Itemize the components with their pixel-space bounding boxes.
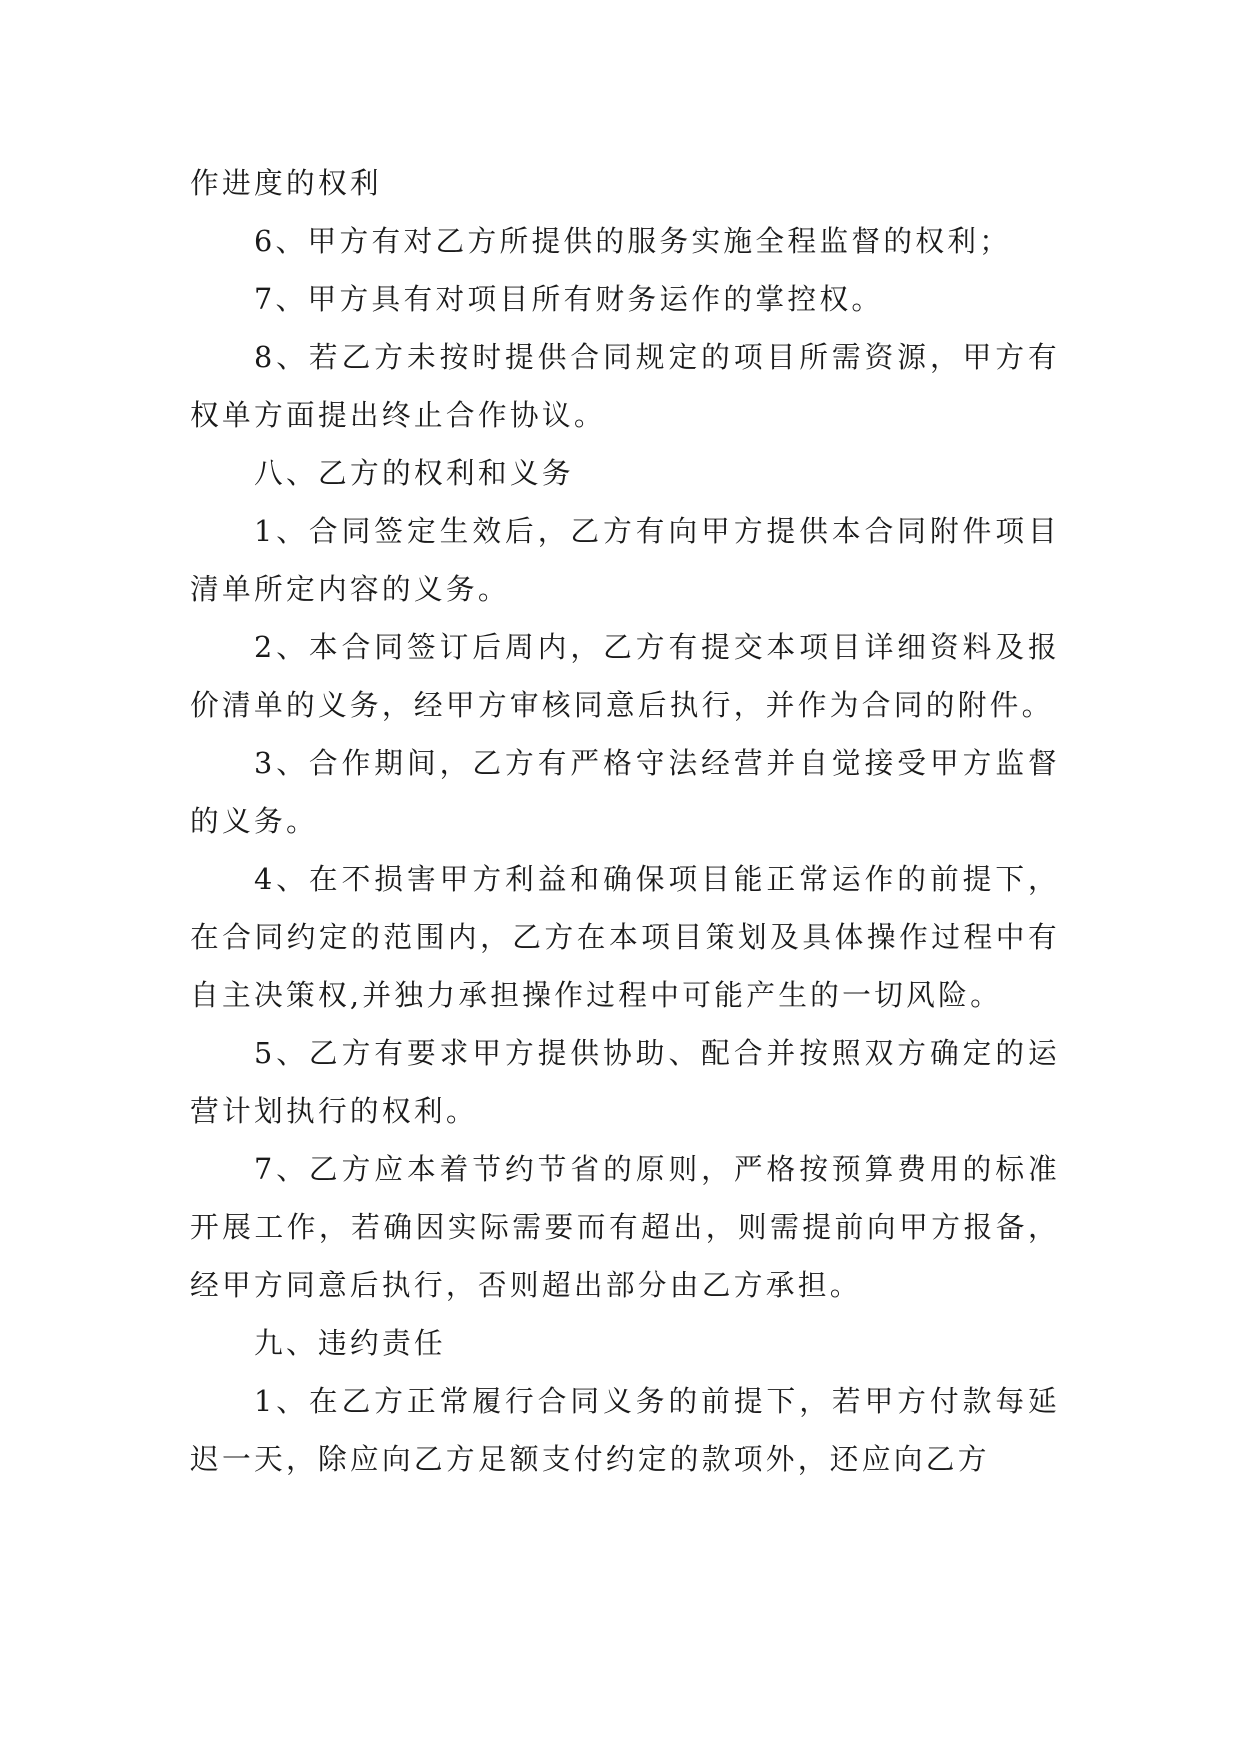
clause-7-item-6: 6、甲方有对乙方所提供的服务实施全程监督的权利；	[254, 224, 1012, 258]
clause-8-item-2: 2、本合同签订后周内，乙方有提交本项目详细资料及报价清单的义务，经甲方审核同意后执行，并作为合同的附件。	[190, 630, 1060, 722]
clause-7-item-8: 8、若乙方未按时提供合同规定的项目所需资源，甲方有权单方面提出终止合作协议。	[190, 340, 1060, 432]
clause-8-item-1: 1、合同签定生效后，乙方有向甲方提供本合同附件项目清单所定内容的义务。	[190, 514, 1060, 606]
clause-7-item-7: 7、甲方具有对项目所有财务运作的掌控权。	[254, 282, 884, 316]
section-heading-9: 九、违约责任	[254, 1326, 446, 1360]
document-body	[190, 154, 1060, 1488]
clause-8-item-3: 3、合作期间，乙方有严格守法经营并自觉接受甲方监督的义务。	[190, 746, 1060, 838]
section-heading-8: 八、乙方的权利和义务	[254, 456, 574, 490]
paragraph-continuation: 作进度的权利	[190, 166, 382, 200]
clause-8-item-7: 7、乙方应本着节约节省的原则，严格按预算费用的标准开展工作，若确因实际需要而有超出，则需提前向甲方报备，经甲方同意后执行，否则超出部分由乙方承担。	[190, 1152, 1060, 1302]
clause-8-item-4: 4、在不损害甲方利益和确保项目能正常运作的前提下，在合同约定的范围内，乙方在本项目策划及具体操作过程中有自主决策权,并独力承担操作过程中可能产生的一切风险。	[190, 862, 1060, 1012]
clause-9-item-1: 1、在乙方正常履行合同义务的前提下，若甲方付款每延迟一天，除应向乙方足额支付约定的款项外，还应向乙方	[190, 1384, 1060, 1476]
clause-8-item-5: 5、乙方有要求甲方提供协助、配合并按照双方确定的运营计划执行的权利。	[190, 1036, 1060, 1128]
